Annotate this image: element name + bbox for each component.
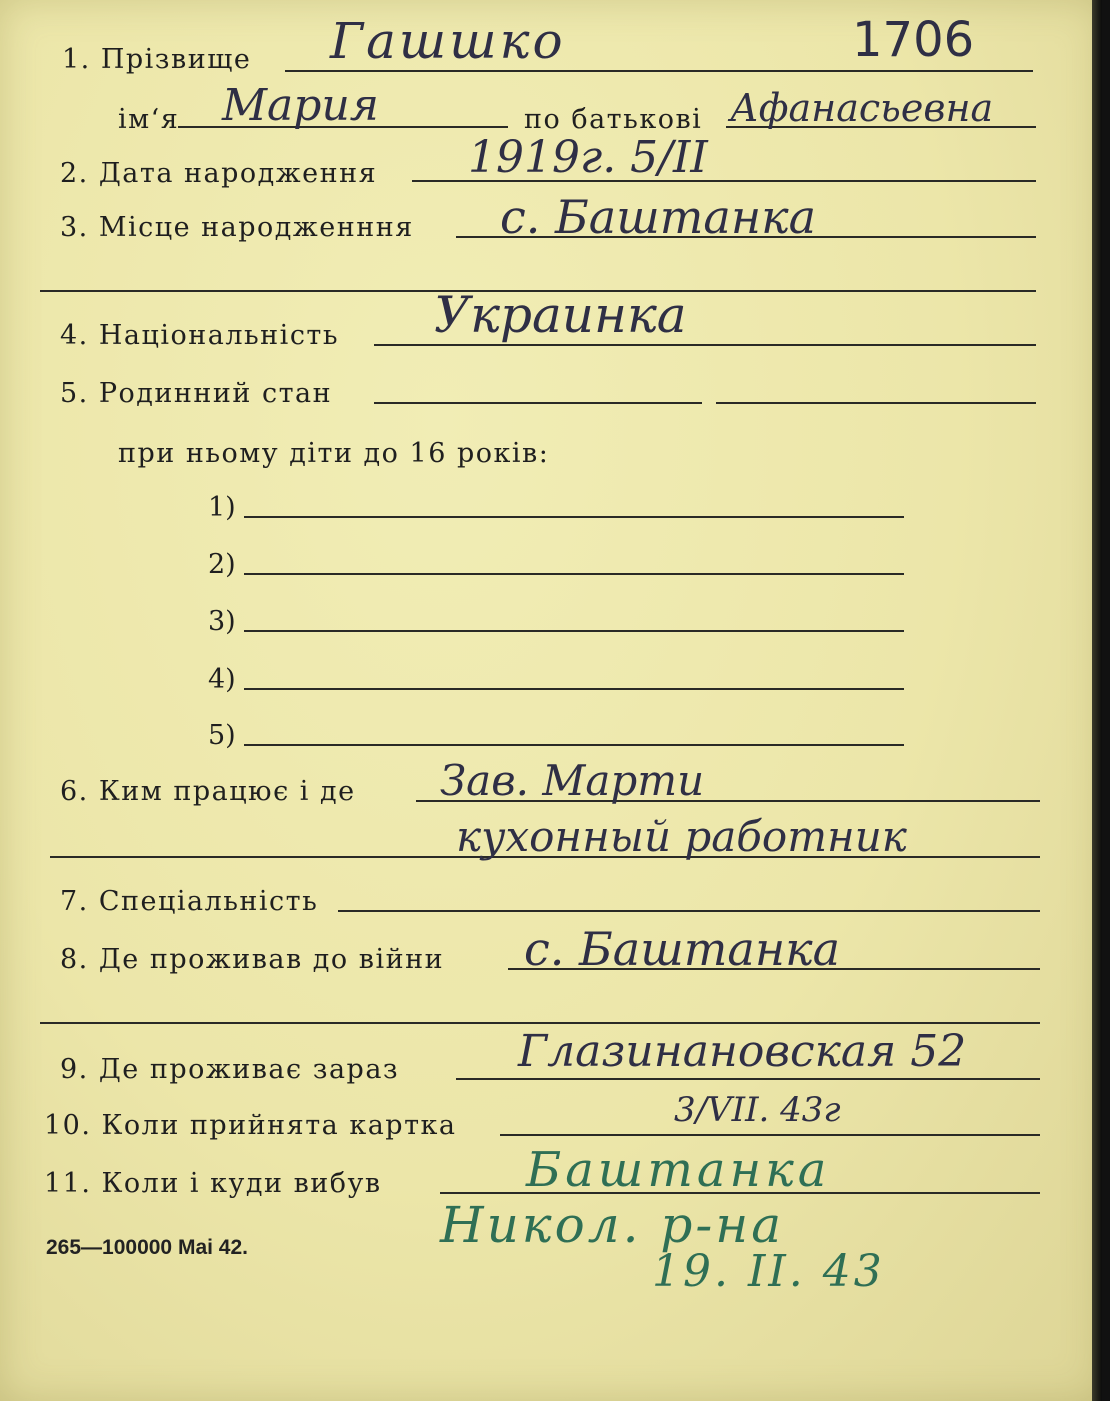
family-status-label: 5. Родинний стан [60,378,333,409]
work-label: 6. Ким працює і де [60,776,356,807]
surname-line [285,70,1033,72]
card-accepted-line [500,1134,1040,1136]
child-slot-2: 2) [208,549,236,580]
specialty-line [338,910,1040,912]
child-line-2 [244,573,904,575]
birth-date-label: 2. Дата народження [60,158,378,189]
departure-region-value: Никол. р-на [440,1196,785,1254]
birth-date-value: 1919г. 5/II [468,132,708,183]
card-edge-shadow [1092,0,1102,1401]
current-residence-line [456,1078,1040,1080]
birth-place-value: с. Баштанка [500,190,817,244]
surname-value: Гашшко [330,12,566,70]
nationality-label: 4. Національність [60,320,340,351]
print-info: 265—100000 Mai 42. [46,1236,248,1259]
departure-place-value: Баштанка [526,1142,831,1198]
child-line-1 [244,516,904,518]
card-accepted-label: 10. Коли прийнята картка [44,1110,457,1141]
child-line-4 [244,688,904,690]
name-label: ім‘я [118,104,180,135]
family-status-line-2 [716,402,1036,404]
prewar-residence-value: с. Баштанка [524,922,841,976]
child-line-3 [244,630,904,632]
child-slot-3: 3) [208,606,236,637]
card-accepted-value: 3/VII. 43г [674,1090,841,1130]
patronymic-value: Афанасьевна [730,86,994,130]
prewar-residence-label: 8. Де проживав до війни [60,944,445,975]
work-value-1: Зав. Марти [440,756,705,805]
patronymic-label: по батькові [524,104,703,135]
name-value: Мария [222,80,379,131]
birth-place-label: 3. Місце народженння [60,212,414,243]
nationality-value: Украинка [434,286,687,344]
prewar-residence-line-2 [40,1022,1040,1024]
departure-date-value: 19. II. 43 [652,1246,885,1297]
specialty-label: 7. Спеціальність [60,886,319,917]
nationality-line [374,344,1036,346]
family-status-line-1 [374,402,702,404]
current-residence-label: 9. Де проживає зараз [60,1054,400,1085]
child-slot-5: 5) [208,720,236,751]
card-number: 1706 [852,12,975,68]
child-slot-1: 1) [208,492,236,523]
surname-label: 1. Прізвище [62,44,252,75]
child-slot-4: 4) [208,664,236,695]
current-residence-value: Глазинановская 52 [518,1026,967,1077]
departure-label: 11. Коли і куди вибув [44,1168,382,1199]
children-label: при ньому діти до 16 років: [118,438,550,469]
child-line-5 [244,744,904,746]
work-value-2: кухонный работник [456,812,907,861]
